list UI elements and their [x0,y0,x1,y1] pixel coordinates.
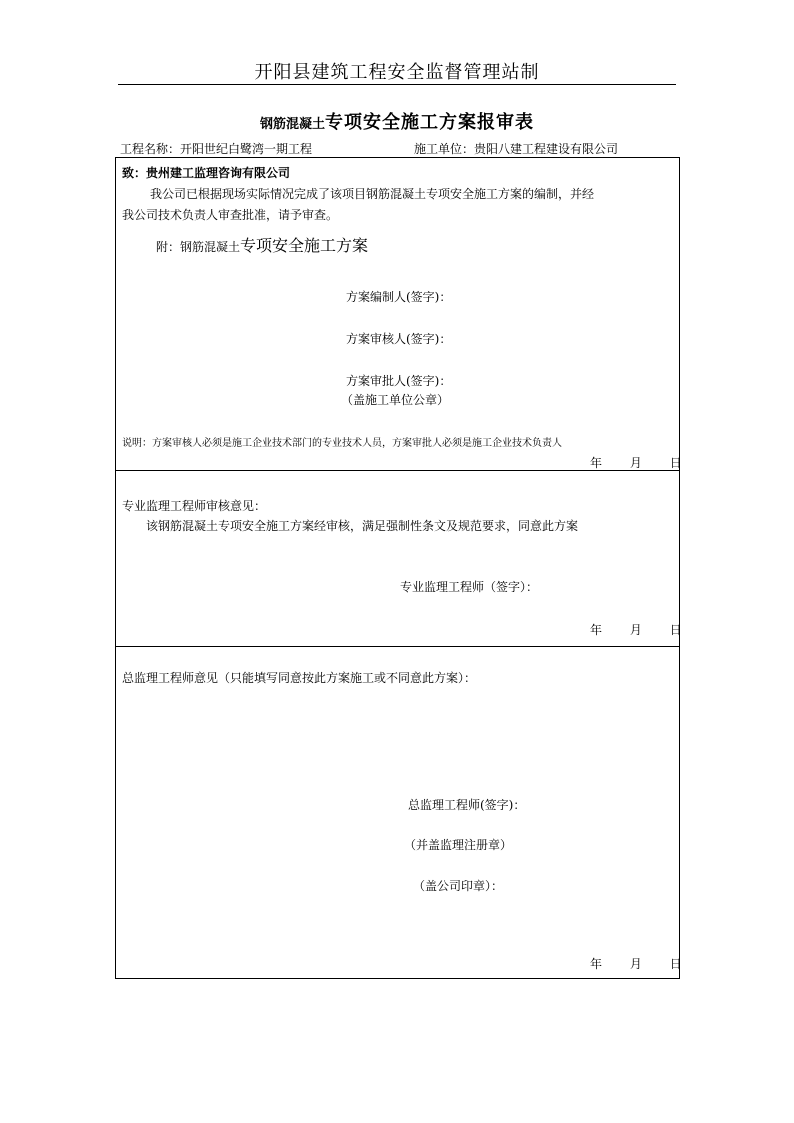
contractor-seal-note: （盖施工单位公章） [341,393,450,407]
form-title-prefix: 钢筋混凝土 [259,117,325,132]
header-divider [118,84,676,85]
date-day: 日 [669,623,682,637]
date-month: 月 [629,623,642,637]
specialist-signature: 专业监理工程师（签字）： [400,580,539,594]
date-year: 年 [590,456,603,470]
attachment-title: 专项安全施工方案 [240,236,369,255]
date-month: 月 [629,957,642,971]
signature-reviewer: 方案审核人(签字)： [346,332,452,346]
date-year: 年 [590,623,603,637]
approval-form-table [115,157,680,979]
submission-date [590,454,682,471]
signature-approver: 方案审批人(签字)： [346,374,452,388]
chief-review-section [116,647,682,978]
chief-signature: 总监理工程师(签字)： [408,798,526,812]
specialist-review-opinion: 该钢筋混凝土专项安全施工方案经审核，满足强制性条文及规范要求，同意此方案 [146,519,579,533]
specialist-review-heading: 专业监理工程师审核意见： [122,499,267,513]
date-day: 日 [669,957,682,971]
form-title-main: 专项安全施工方案报审表 [325,112,534,133]
submission-section [116,158,682,471]
submission-body-line2: 我公司技术负责人审查批准，请予审查。 [122,208,339,222]
attachment-line [156,233,368,256]
recipient-line: 致：贵州建工监理咨询有限公司 [122,166,291,180]
date-day: 日 [669,456,682,470]
chief-review-date [590,955,682,972]
company-seal-note: （盖公司印章）： [413,879,504,893]
date-month: 月 [629,456,642,470]
signature-compiler: 方案编制人(签字)： [346,290,452,304]
chief-review-heading: 总监理工程师意见（只能填写同意按此方案施工或不同意此方案）： [122,671,477,685]
contractor-name: 施工单位：贵阳八建工程建设有限公司 [414,142,619,156]
explanation-note: 说明：方案审核人必须是施工企业技术部门的专业技术人员，方案审批人必须是施工企业技术负责人 [122,438,562,449]
specialist-review-section [116,471,682,647]
submission-body-line1: 我公司已根据现场实际情况完成了该项目钢筋混凝土专项安全施工方案的编制，并经 [150,187,595,201]
date-year: 年 [590,957,603,971]
form-title [0,108,794,134]
specialist-review-date [590,621,682,638]
header-title: 开阳县建筑工程安全监督管理站制 [254,62,540,83]
registered-seal-note: （并盖监理注册章） [404,838,513,852]
project-name: 工程名称：开阳世纪白鹭湾一期工程 [120,142,313,156]
attachment-prefix: 附：钢筋混凝土 [156,240,241,254]
